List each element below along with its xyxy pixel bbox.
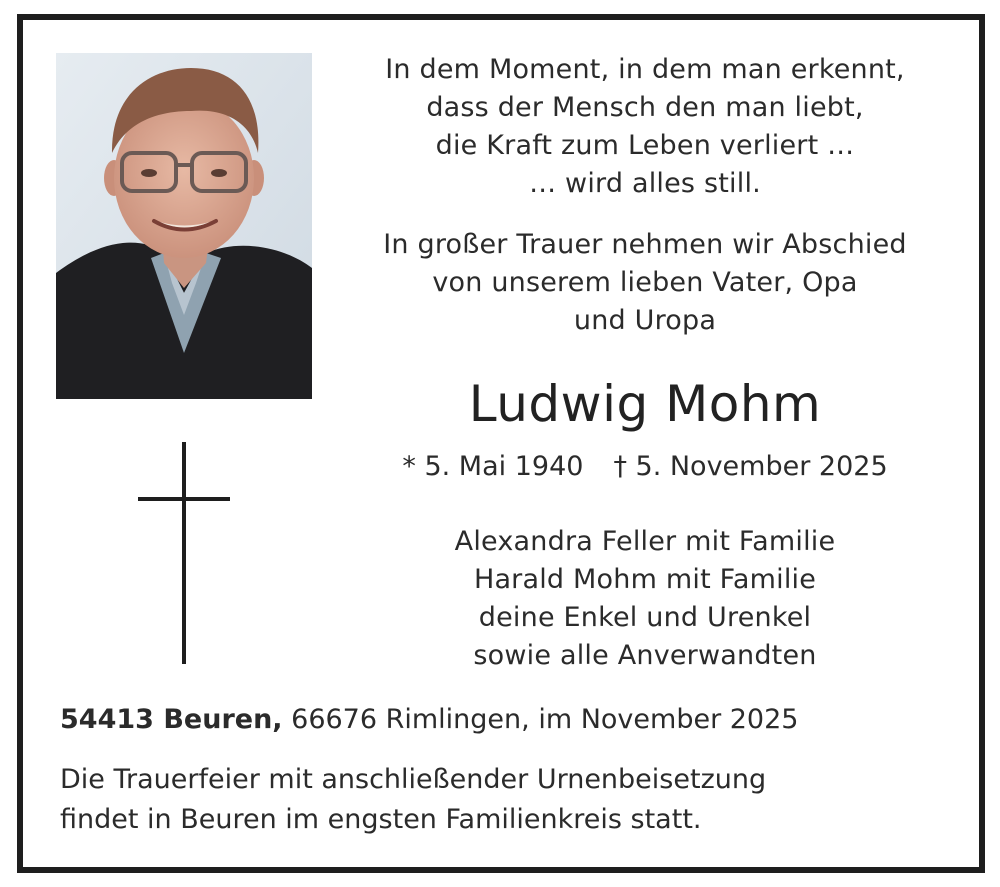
death-date: † 5. November 2025 xyxy=(613,451,888,482)
poem-line: dass der Mensch den man liebt, xyxy=(426,92,864,123)
intro-line: und Uropa xyxy=(573,305,717,336)
secondary-location: 66676 Rimlingen, im November 2025 xyxy=(282,704,799,735)
intro-line: von unserem lieben Vater, Opa xyxy=(432,267,858,298)
life-dates xyxy=(300,448,990,486)
intro-line: In großer Trauer nehmen wir Abschied xyxy=(383,229,907,260)
deceased-name: Ludwig Mohm xyxy=(468,375,822,433)
poem-line: die Kraft zum Leben verliert … xyxy=(435,130,855,161)
mourner-line: Harald Mohm mit Familie xyxy=(473,564,817,595)
mourner-line: deine Enkel und Urenkel xyxy=(478,602,812,633)
portrait-photo xyxy=(56,53,312,399)
poem-line: In dem Moment, in dem man erkennt, xyxy=(385,54,905,85)
cross-icon xyxy=(138,442,230,664)
funeral-line: findet in Beuren im engsten Familienkreis statt. xyxy=(60,804,702,835)
mourner-line: sowie alle Anverwandten xyxy=(473,640,817,671)
birth-date: * 5. Mai 1940 xyxy=(402,451,584,482)
place-and-date xyxy=(60,700,798,740)
primary-location: 54413 Beuren, xyxy=(60,704,283,735)
poem-text xyxy=(300,51,990,203)
farewell-intro xyxy=(300,226,990,340)
poem-line: … wird alles still. xyxy=(529,168,761,199)
funeral-line: Die Trauerfeier mit anschließender Urnenbeisetzung xyxy=(60,764,767,795)
funeral-notice xyxy=(60,760,766,840)
mourners-list xyxy=(300,523,990,675)
mourner-line: Alexandra Feller mit Familie xyxy=(454,526,836,557)
